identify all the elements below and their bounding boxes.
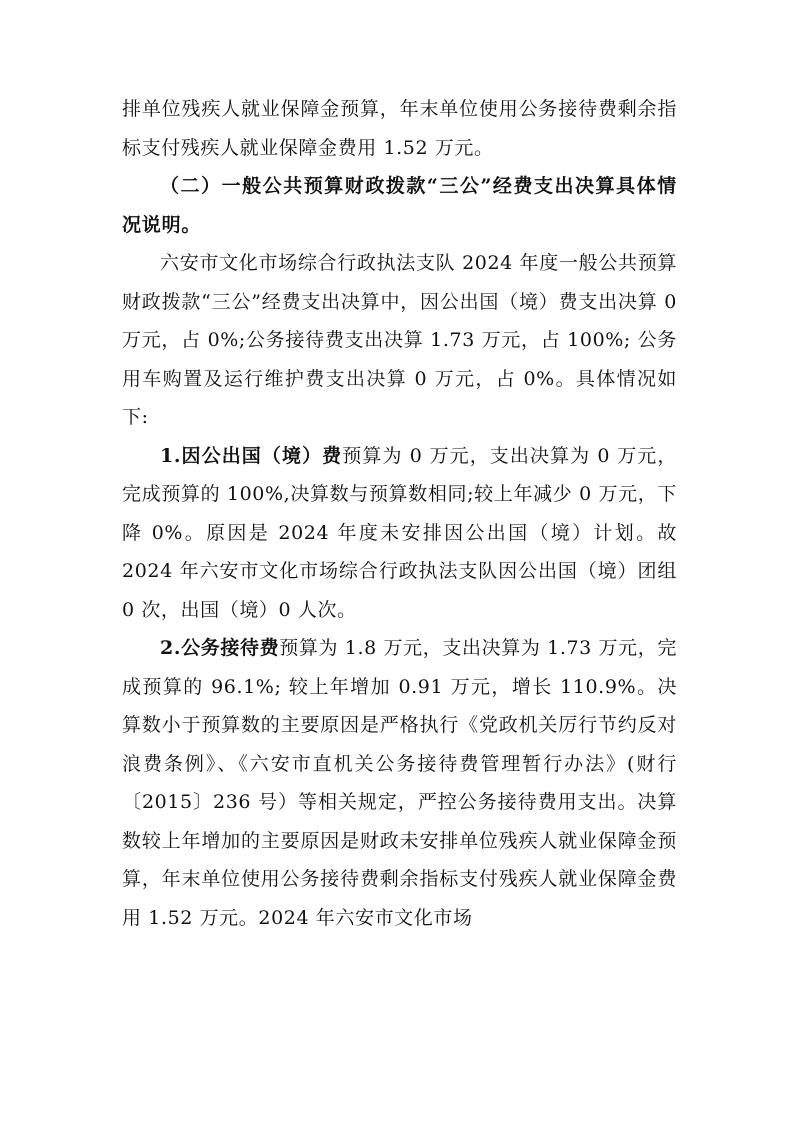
item-reception [122, 629, 677, 937]
item-reception-body: 预算为 1.8 万元，支出决算为 1.73 万元，完成预算的 96.1%; 较上年增加 0.91 万元，增长 110.9%。决算数小于预算数的主要原因是严格执行《党政机关厉行节约反对浪费条例》、《六安市直机关公务接待费管理暂行办法》(财行〔2015〕236 号）等相关规定，严控公务接待费用支出。决算数较上年增加的主要原因是财政未安排单位残疾人就业保障金预算，年末单位使用公务接待费剩余指标支付残疾人就业保障金费用 1.52 万元。2024 年六安市文化市场 [122, 637, 677, 929]
item-foreign-travel-title: 1.因公出国（境）费 [160, 444, 343, 467]
item-foreign-travel-body: 预算为 0 万元，支出决算为 0 万元，完成预算的 100%,决算数与预算数相同;较上年减少 0 万元，下降 0%。原因是 2024 年度未安排因公出国（境）计划。故 2024 年六安市文化市场综合行政执法支队因公出国（境）团组 0 次，出国（境）0 人次。 [122, 444, 677, 621]
overview-paragraph: 六安市文化市场综合行政执法支队 2024 年度一般公共预算财政拨款“三公”经费支出决算中，因公出国（境）费支出决算 0 万元，占 0%;公务接待费支出决算 1.73 万元，占 100%; 公务用车购置及运行维护费支出决算 0 万元，占 0%。具体情况如下: [122, 252, 677, 428]
item-reception-title: 2.公务接待费 [160, 637, 280, 659]
item-foreign-travel [122, 437, 677, 630]
continuation-paragraph: 排单位残疾人就业保障金预算，年末单位使用公务接待费剩余指标支付残疾人就业保障金费用 1.52 万元。 [122, 98, 677, 159]
section-heading: （二）一般公共预算财政拨款“三公”经费支出决算具体情况说明。 [122, 175, 677, 236]
document-body [122, 90, 677, 937]
